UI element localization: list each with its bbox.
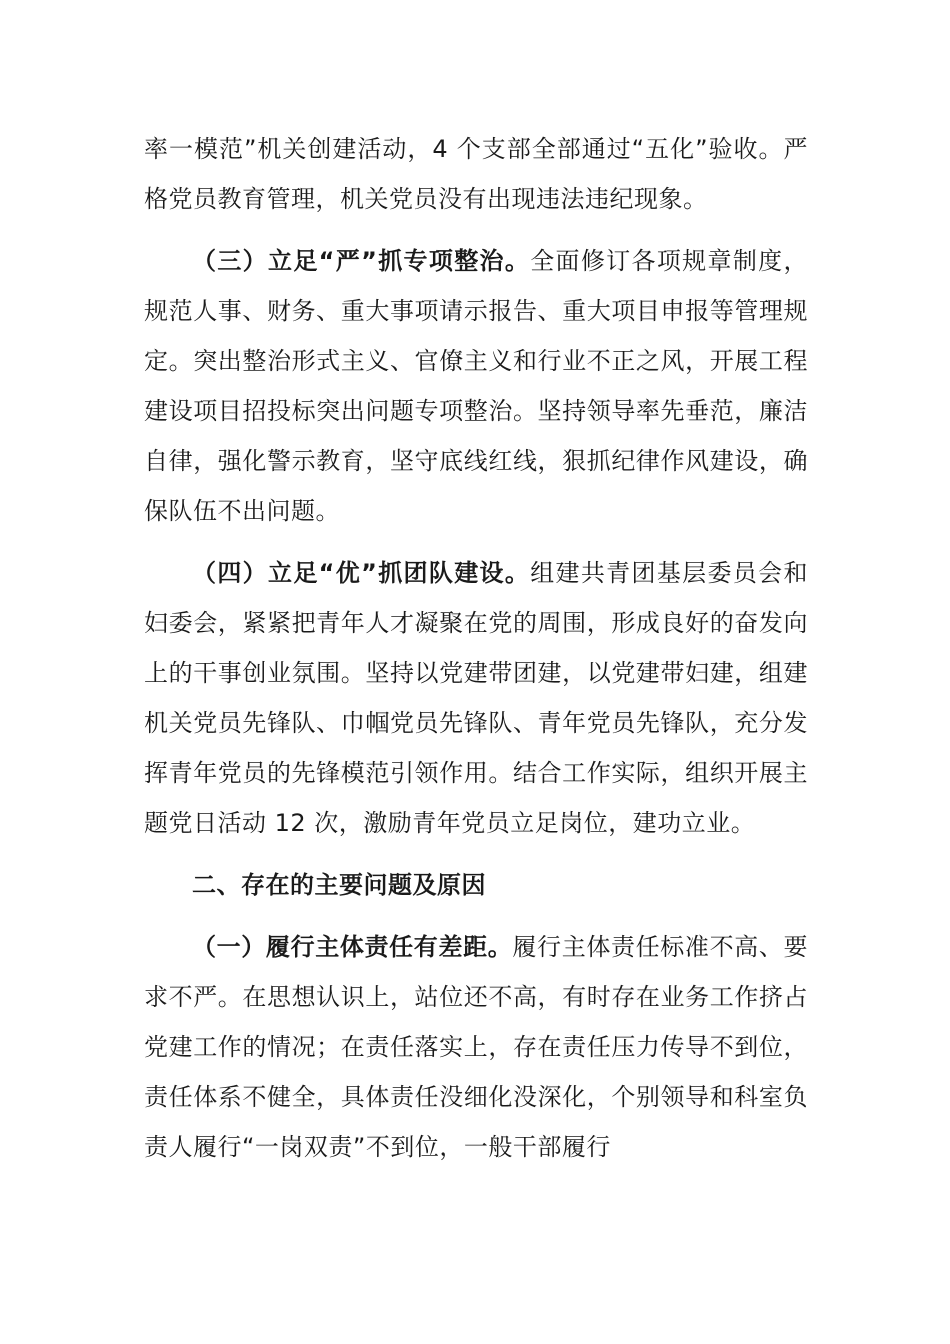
section-heading: 二、存在的主要问题及原因 — [192, 871, 486, 899]
paragraph-team-building — [144, 548, 808, 848]
paragraph-lead: （四）立足“优”抓团队建设。 — [192, 559, 531, 587]
document-page — [144, 124, 808, 1184]
paragraph-text: 率一模范”机关创建活动，4 个支部全部通过“五化”验收。严格党员教育管理，机关党员没有出现违法违纪现象。 — [144, 135, 808, 213]
paragraph-main-responsibility — [144, 922, 808, 1172]
paragraph-text: 履行主体责任标准不高、要求不严。在思想认识上，站位还不高，有时存在业务工作挤占党建工作的情况；在责任落实上，存在责任压力传导不到位，责任体系不健全，具体责任没细化没深化，个别领导和科室负责人履行“一岗双责”不到位，一般干部履行 — [144, 933, 809, 1161]
paragraph-lead: （三）立足“严”抓专项整治。 — [192, 247, 531, 275]
paragraph-strict-rectification — [144, 236, 808, 536]
paragraph-lead: （一）履行主体责任有差距。 — [192, 933, 513, 961]
paragraph-text: 全面修订各项规章制度，规范人事、财务、重大事项请示报告、重大项目申报等管理规定。突出整治形式主义、官僚主义和行业不正之风，开展工程建设项目招投标突出问题专项整治。坚持领导率先垂范，廉洁自律，强化警示教育，坚守底线红线，狠抓纪律作风建设，确保队伍不出问题。 — [144, 247, 809, 525]
paragraph-continuation — [144, 124, 808, 224]
paragraph-text: 组建共青团基层委员会和妇委会，紧紧把青年人才凝聚在党的周围，形成良好的奋发向上的干事创业氛围。坚持以党建带团建，以党建带妇建，组建机关党员先锋队、巾帼党员先锋队、青年党员先锋队，充分发挥青年党员的先锋模范引领作用。结合工作实际，组织开展主题党日活动 12 次，激励青年党员立足岗位，建功立业。 — [144, 559, 809, 837]
